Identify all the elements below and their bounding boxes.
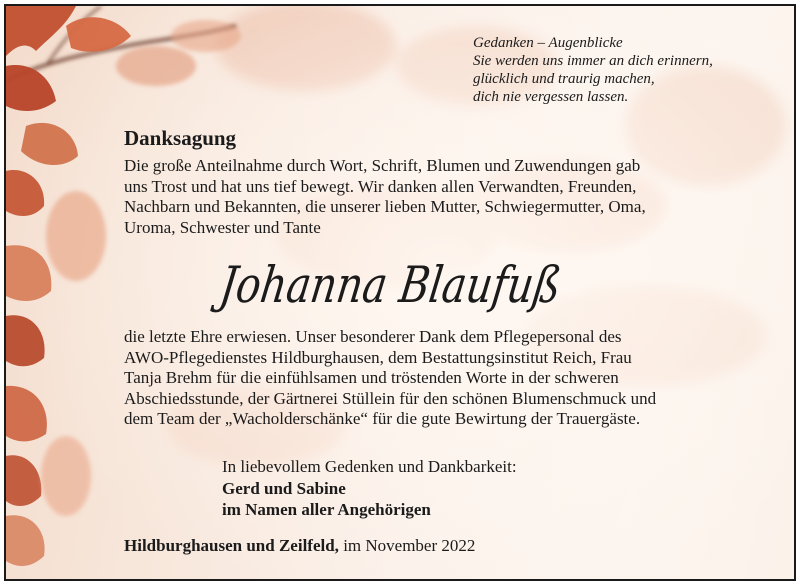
place-date: im November 2022 — [343, 536, 476, 555]
closing-line: In liebevollem Gedenken und Dankbarkeit: — [222, 457, 517, 476]
heading-danksagung: Danksagung — [124, 126, 237, 150]
thanks-paragraph-1 — [124, 156, 764, 238]
signer-family: im Namen aller Angehörigen — [222, 500, 431, 519]
paragraph-line: Uroma, Schwester und Tante — [124, 217, 321, 237]
paragraph-line: Abschiedsstunde, der Gärtnerei Stüllein für den schönen Blumenschmuck und — [124, 388, 657, 408]
paragraph-line: uns Trost und hat uns tief bewegt. Wir danken allen Verwandten, Freunden, — [124, 176, 637, 196]
verse-line: dich nie vergessen lassen. — [473, 89, 629, 105]
verse-line: Sie werden uns immer an dich erinnern, — [473, 53, 713, 69]
deceased-name-text: Johanna Blaufuß — [216, 255, 646, 314]
paragraph-line: AWO-Pflegedienstes Hildburghausen, dem Bestattungsinstitut Reich, Frau — [124, 347, 632, 367]
deceased-name — [6, 246, 794, 326]
signers — [222, 478, 431, 520]
place-location: Hildburghausen und Zeilfeld, — [124, 536, 339, 555]
signer-names: Gerd und Sabine — [222, 479, 346, 498]
memorial-verse — [473, 34, 713, 106]
verse-line: glücklich und traurig machen, — [473, 71, 655, 87]
thanks-paragraph-2 — [124, 327, 784, 430]
obituary-card — [4, 4, 796, 581]
paragraph-line: Die große Anteilnahme durch Wort, Schrift, Blumen und Zuwendungen gab — [124, 156, 641, 175]
paragraph-line: die letzte Ehre erwiesen. Unser besonderer Dank dem Pflegepersonal des — [124, 327, 622, 346]
place-and-date — [124, 536, 475, 556]
paragraph-line: Tanja Brehm für die einfühlsamen und tröstenden Worte in der schweren — [124, 368, 619, 387]
paragraph-line: Nachbarn und Bekannten, die unserer lieben Mutter, Schwiegermutter, Oma, — [124, 197, 646, 216]
paragraph-line: dem Team der „Wacholderschänke“ für die gute Bewirtung der Trauergäste. — [124, 409, 641, 428]
verse-line: Gedanken – Augenblicke — [473, 35, 623, 51]
